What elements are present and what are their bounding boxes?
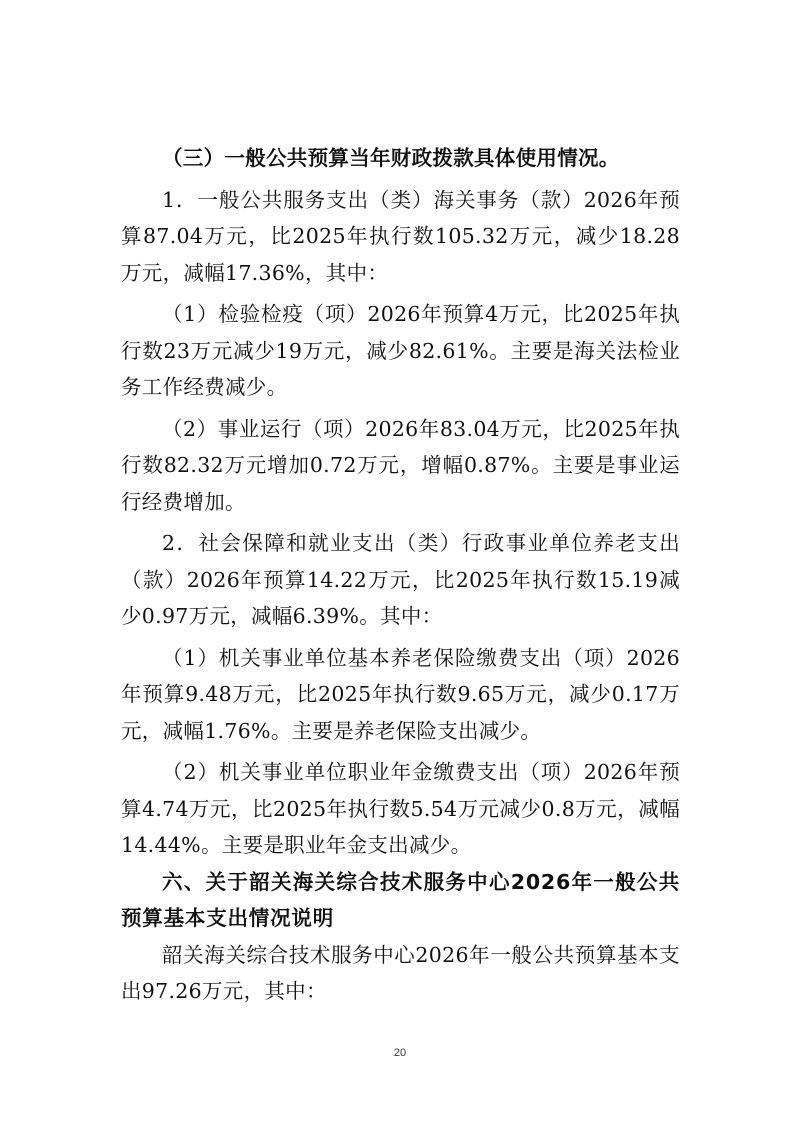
page-number: 20	[393, 1047, 407, 1059]
paragraph-occupational-annuity: （2）机关事业单位职业年金缴费支出（项）2026年预算4.74万元，比2025年执行数5.54万元减少0.8万元，减幅14.44%。主要是职业年金支出减少。	[121, 760, 680, 857]
subsection-heading: （三）一般公共预算当年财政拨款具体使用情况。	[162, 146, 620, 170]
paragraph-basic-pension-insurance: （1）机关事业单位基本养老保险缴费支出（项）2026年预算9.48万元，比2025年执行数9.65万元，减少0.17万元，减幅1.76%。主要是养老保险支出减少。	[121, 645, 680, 743]
page-content	[121, 140, 680, 1010]
paragraph-institution-operation: （2）事业运行（项）2026年83.04万元，比2025年执行数82.32万元增加0.72万元，增幅0.87%。主要是事业运行经费增加。	[121, 416, 680, 514]
paragraph-general-public-services: 1．一般公共服务支出（类）海关事务（款）2026年预算87.04万元，比2025年执行数105.32万元，减少18.28万元，减幅17.36%，其中：	[121, 187, 680, 285]
section-title-six: 六、关于韶关海关综合技术服务中心2026年一般公共预算基本支出情况说明	[121, 869, 680, 930]
paragraph-basic-expenditure: 韶关海关综合技术服务中心2026年一般公共预算基本支出97.26万元，其中：	[121, 942, 680, 1003]
paragraph-inspection-quarantine: （1）检验检疫（项）2026年预算4万元，比2025年执行数23万元减少19万元，减少82.61%。主要是海关法检业务工作经费减少。	[121, 302, 680, 399]
paragraph-social-security: 2．社会保障和就业支出（类）行政事业单位养老支出（款）2026年预算14.22万元，比2025年执行数15.19减少0.97万元，减幅6.39%。其中：	[121, 531, 680, 628]
